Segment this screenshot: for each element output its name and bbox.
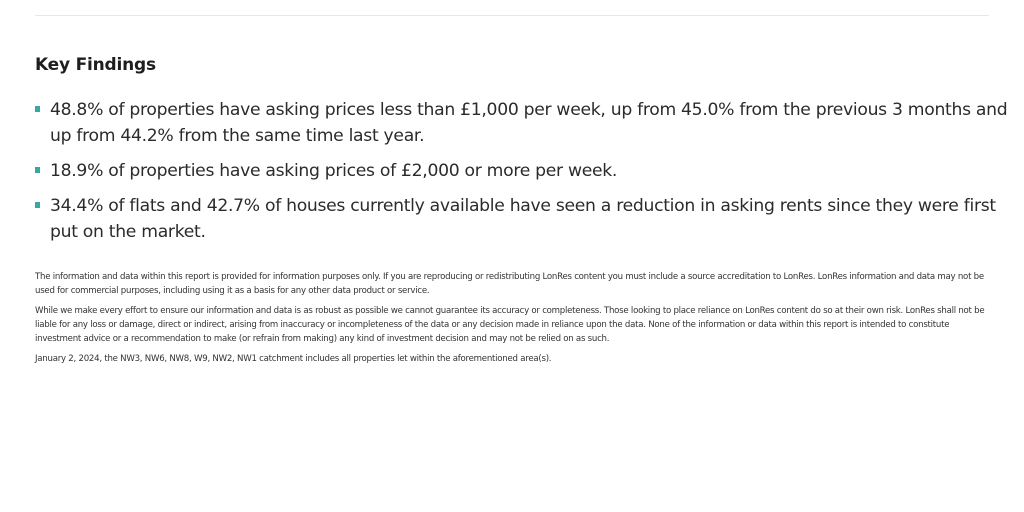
usage-disclaimer: The information and data within this report is provided for information purposes only. If you are reproducing or redistributing LonRes content you must include a source accreditation to LonRes. LonRes information and data may not be used for commercial purposes, including using it as a basis for any other data product or service.	[35, 272, 984, 296]
finding-text: 18.9% of properties have asking prices of £2,000 or more per week.	[50, 161, 618, 181]
square-bullet-icon	[35, 167, 40, 173]
divider	[35, 15, 989, 16]
section-title: Key Findings	[35, 55, 156, 75]
finding-item	[35, 97, 1010, 149]
finding-item	[35, 193, 1010, 245]
accuracy-disclaimer: While we make every effort to ensure our information and data is as robust as possible we cannot guarantee its accuracy or completeness. Those looking to place reliance on LonRes content do so at their own risk. LonRes shall not be liable for any loss or damage, direct or indirect, arising from inaccuracy or incompleteness of the data or any decision made in reliance upon the data. None of the information or data within this report is intended to constitute investment advice or a recommendation to make (or refrain from making) any kind of investment decision and may not be relied on as such.	[35, 306, 985, 344]
square-bullet-icon	[35, 202, 40, 208]
finding-text: 34.4% of flats and 42.7% of houses currently available have seen a reduction in asking rents since they were first put on the market.	[50, 196, 996, 242]
catchment-note: January 2, 2024, the NW3, NW6, NW8, W9, NW2, NW1 catchment includes all properties let within the aforementioned area(s).	[35, 354, 552, 364]
square-bullet-icon	[35, 106, 40, 112]
disclaimer-section	[35, 270, 995, 372]
finding-text: 48.8% of properties have asking prices less than £1,000 per week, up from 45.0% from the previous 3 months and up from 44.2% from the same time last year.	[50, 100, 1008, 146]
finding-item	[35, 158, 1010, 184]
key-findings-list	[35, 97, 1010, 254]
